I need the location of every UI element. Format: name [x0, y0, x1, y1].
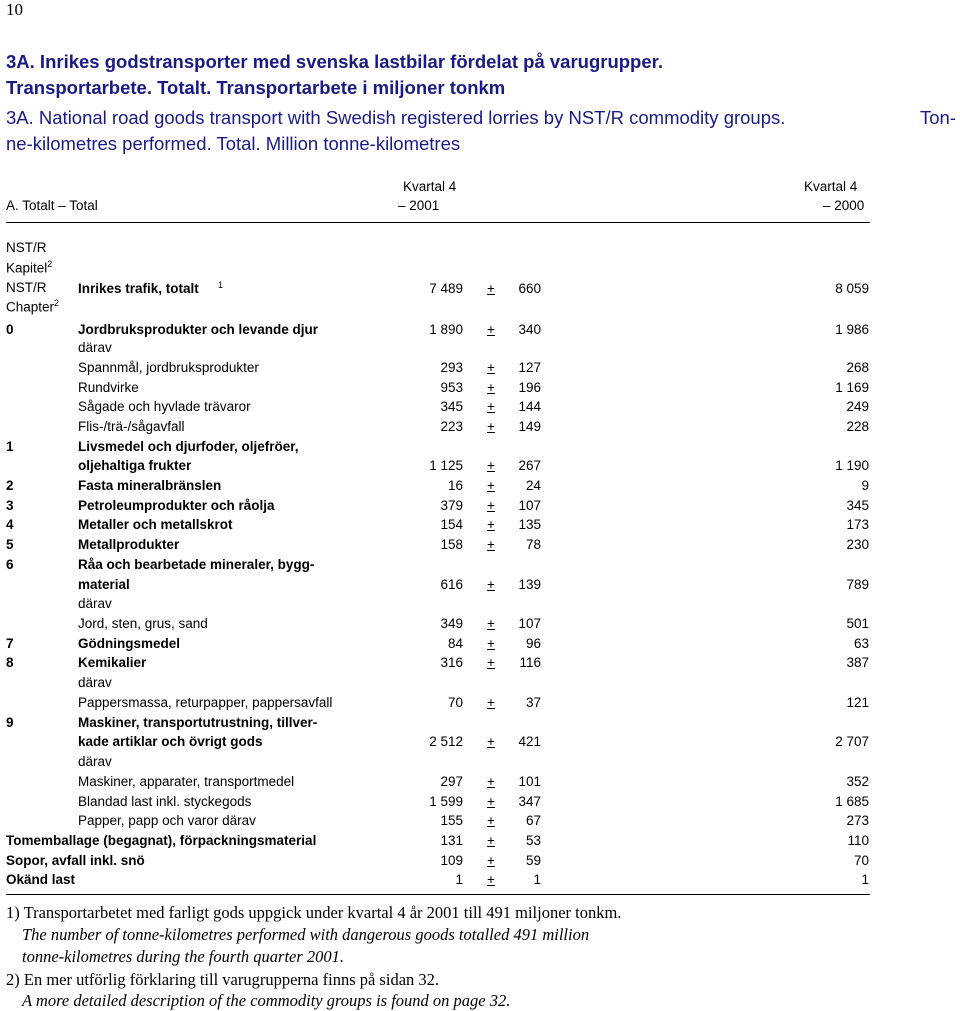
footer-rule [6, 894, 870, 895]
row-label: Metaller och metallskrot [78, 517, 233, 532]
change-sign: + [487, 380, 495, 395]
change-sign: + [487, 577, 495, 592]
change-sign: + [487, 537, 495, 552]
footnote-1-english-line-2: tonne-kilometres during the fourth quarter 2001. [22, 947, 345, 966]
value-2000: 70 [853, 853, 869, 868]
value-2001: 109 [440, 853, 463, 868]
value-2000: 1 685 [835, 794, 869, 809]
change-value: 127 [518, 360, 541, 375]
change-sign: + [487, 360, 495, 375]
change-sign: + [487, 655, 495, 670]
value-2000: 1 986 [835, 322, 869, 337]
kapitel-label: Kapitel$^2$ [6, 259, 53, 276]
change-value: 196 [518, 380, 541, 395]
value-2000: 1 169 [835, 380, 869, 395]
change-sign: + [487, 853, 495, 868]
footnote-2-swedish: 2) En mer utförlig förklaring till varugrupperna finns på sidan 32. [6, 970, 440, 989]
row-label: Blandad last inkl. styckegods [78, 794, 252, 809]
table-row [0, 320, 960, 340]
change-value: 107 [518, 498, 541, 513]
row-label: Gödningsmedel [78, 636, 181, 651]
value-2000: 249 [846, 399, 869, 414]
change-value: 1 [533, 872, 541, 887]
value-2001: 293 [440, 360, 463, 375]
table-row [0, 575, 960, 595]
value-2000: 352 [846, 774, 869, 789]
change-sign: + [487, 498, 495, 513]
row-label: därav [78, 340, 112, 355]
column-header-2001-line-2: – 2001 [398, 198, 440, 213]
value-2001: 379 [440, 498, 463, 513]
row-label: Papper, papp och varor därav [78, 813, 256, 828]
value-2000: 387 [846, 655, 869, 670]
row-label: Petroleumprodukter och råolja [78, 498, 275, 513]
table-row [0, 614, 960, 634]
value-2001: 316 [440, 655, 463, 670]
value-2000: 63 [853, 636, 869, 651]
table-row [0, 732, 960, 752]
table-row [0, 811, 960, 831]
nstr-code: 6 [6, 557, 14, 572]
change-value: 24 [525, 478, 541, 493]
table-row [0, 338, 960, 358]
value-2000: 1 [861, 872, 869, 887]
value-2000: 501 [846, 616, 869, 631]
value-2001: 1 125 [429, 458, 463, 473]
value-2001: 1 [455, 872, 463, 887]
value-2000: 121 [846, 695, 869, 710]
change-sign: + [487, 478, 495, 493]
change-sign: + [487, 458, 495, 473]
value-2001: 154 [440, 517, 463, 532]
change-sign: + [487, 399, 495, 414]
value-2000: 9 [861, 478, 869, 493]
table-title-english-hyphen: Ton- [920, 107, 956, 128]
row-label: Tomemballage (begagnat), förpackningsmaterial [6, 833, 317, 848]
table-row [0, 417, 960, 437]
nstr-code: 7 [6, 636, 14, 651]
footnote-1-swedish: 1) Transportarbetet med farligt gods uppgick under kvartal 4 år 2001 till 491 miljoner tonkm. [6, 903, 622, 922]
value-2000: 789 [846, 577, 869, 592]
change-value: 267 [518, 458, 541, 473]
value-2001: 155 [440, 813, 463, 828]
table-row [0, 437, 960, 457]
nstr-code: 3 [6, 498, 14, 513]
value-2000: 273 [846, 813, 869, 828]
change-sign: + [487, 774, 495, 789]
table-row [0, 792, 960, 812]
change-sign: + [487, 695, 495, 710]
table-row [0, 594, 960, 614]
row-label: Kemikalier [78, 655, 147, 670]
nstr-code: 4 [6, 517, 14, 532]
value-2001: 84 [447, 636, 463, 651]
value-2001: 953 [440, 380, 463, 395]
row-label: därav [78, 596, 112, 611]
value-2000: 173 [846, 517, 869, 532]
change-value: 135 [518, 517, 541, 532]
row-label: därav [78, 754, 112, 769]
table-row [0, 397, 960, 417]
table-row [0, 476, 960, 496]
footnote-1-english-line-1: The number of tonne-kilometres performed with dangerous goods totalled 491 million [22, 925, 590, 944]
change-value: 107 [518, 616, 541, 631]
value-2001: 1 890 [429, 322, 463, 337]
change-value: 59 [525, 853, 541, 868]
table-row [0, 515, 960, 535]
header-rule [6, 222, 870, 223]
value-2001: 131 [440, 833, 463, 848]
value-2001: 297 [440, 774, 463, 789]
row-label: Fasta mineralbränslen [78, 478, 222, 493]
table-row [0, 851, 960, 871]
value-2000: 110 [847, 833, 869, 848]
value-2000: 268 [846, 360, 869, 375]
row-label: Jordbruksprodukter och levande djur [78, 322, 319, 337]
table-row [0, 831, 960, 851]
nstr-code: 9 [6, 715, 14, 730]
change-sign: + [487, 616, 495, 631]
table-row [0, 496, 960, 516]
change-sign: + [487, 636, 495, 651]
row-label: därav [78, 675, 112, 690]
change-value: 421 [518, 734, 541, 749]
change-value: 340 [518, 322, 541, 337]
change-sign: + [487, 813, 495, 828]
nstr-code: 0 [6, 322, 14, 337]
table-row [0, 378, 960, 398]
value-2000: 1 190 [835, 458, 869, 473]
value-2001: 70 [447, 695, 463, 710]
value-2001: 1 599 [429, 794, 463, 809]
row-label: Jord, sten, grus, sand [78, 616, 208, 631]
change-sign: + [487, 794, 495, 809]
nstr-label-en: NST/R [6, 280, 47, 295]
row-label: Rundvirke [78, 380, 139, 395]
row-label: Livsmedel och djurfoder, oljefröer, [78, 439, 299, 454]
footnote-marker: 1 [218, 280, 224, 290]
value-2001: 345 [440, 399, 463, 414]
value-2001: 223 [440, 419, 463, 434]
nstr-code: 1 [6, 439, 14, 454]
change-sign: + [487, 281, 495, 296]
value-2001: 616 [440, 577, 463, 592]
value-2000: 228 [846, 419, 869, 434]
table-title-swedish-line-2: Transportarbete. Totalt. Transportarbete i miljoner tonkm [6, 77, 506, 98]
table-row [0, 653, 960, 673]
table-row [0, 673, 960, 693]
table-row [0, 535, 960, 555]
row-label: Spannmål, jordbruksprodukter [78, 360, 259, 375]
change-value: 67 [525, 813, 541, 828]
table-row [0, 752, 960, 772]
row-label: Flis-/trä-/sågavfall [78, 419, 185, 434]
row-label: oljehaltiga frukter [78, 458, 192, 473]
column-header-2001-line-1: Kvartal 4 [403, 179, 457, 194]
table-row [0, 555, 960, 575]
table-row [0, 358, 960, 378]
change-value: 53 [525, 833, 541, 848]
table-row [0, 634, 960, 654]
change-sign: + [487, 517, 495, 532]
value-2000: 230 [846, 537, 869, 552]
value-2001: 7 489 [429, 281, 463, 296]
change-value: 347 [518, 794, 541, 809]
value-2001: 2 512 [429, 734, 463, 749]
change-value: 78 [525, 537, 541, 552]
row-label: Inrikes trafik, totalt [78, 281, 199, 296]
value-2001: 16 [447, 478, 463, 493]
row-label: Sopor, avfall inkl. snö [6, 853, 145, 868]
row-label: Råa och bearbetade mineraler, bygg- [78, 557, 315, 572]
row-label: Maskiner, transportutrustning, tillver- [78, 715, 318, 730]
table-row [0, 772, 960, 792]
nstr-label-sv: NST/R [6, 240, 47, 255]
column-header-2000-line-2: – 2000 [823, 198, 865, 213]
column-header-2000-line-1: Kvartal 4 [804, 179, 858, 194]
table-title-swedish-line-1: 3A. Inrikes godstransporter med svenska lastbilar fördelat på varugrupper. [6, 51, 663, 72]
change-value: 660 [518, 281, 541, 296]
value-2001: 158 [440, 537, 463, 552]
row-label: material [78, 577, 130, 592]
change-value: 139 [518, 577, 541, 592]
section-label: A. Totalt – Total [6, 198, 98, 213]
table-row [0, 713, 960, 733]
table-row [0, 693, 960, 713]
row-label: Metallprodukter [78, 537, 180, 552]
value-2001: 349 [440, 616, 463, 631]
table-row [0, 870, 960, 890]
change-value: 101 [518, 774, 541, 789]
change-value: 149 [518, 419, 541, 434]
nstr-code: 8 [6, 655, 14, 670]
table-row [0, 279, 960, 299]
change-value: 144 [518, 399, 541, 414]
chapter-label: Chapter$^2$ [6, 298, 60, 315]
change-sign: + [487, 833, 495, 848]
value-2000: 8 059 [835, 281, 869, 296]
row-label: Maskiner, apparater, transportmedel [78, 774, 295, 789]
page-number: 10 [6, 0, 23, 19]
table-row [0, 456, 960, 476]
value-2000: 2 707 [835, 734, 869, 749]
table-title-english-line-2: ne-kilometres performed. Total. Million tonne-kilometres [6, 133, 461, 154]
nstr-code: 5 [6, 537, 14, 552]
row-label: Sågade och hyvlade trävaror [78, 399, 251, 414]
change-value: 96 [525, 636, 541, 651]
row-label: kade artiklar och övrigt gods [78, 734, 263, 749]
change-value: 116 [519, 655, 541, 670]
change-sign: + [487, 419, 495, 434]
change-value: 37 [525, 695, 541, 710]
row-label: Pappersmassa, returpapper, pappersavfall [78, 695, 333, 710]
change-sign: + [487, 322, 495, 337]
value-2000: 345 [846, 498, 869, 513]
table-title-english-line-1: 3A. National road goods transport with Swedish registered lorries by NST/R commodity groups. [6, 107, 786, 128]
nstr-code: 2 [6, 478, 14, 493]
row-label: Okänd last [6, 872, 76, 887]
footnote-2-english: A more detailed description of the commodity groups is found on page 32. [22, 991, 511, 1010]
change-sign: + [487, 872, 495, 887]
change-sign: + [487, 734, 495, 749]
